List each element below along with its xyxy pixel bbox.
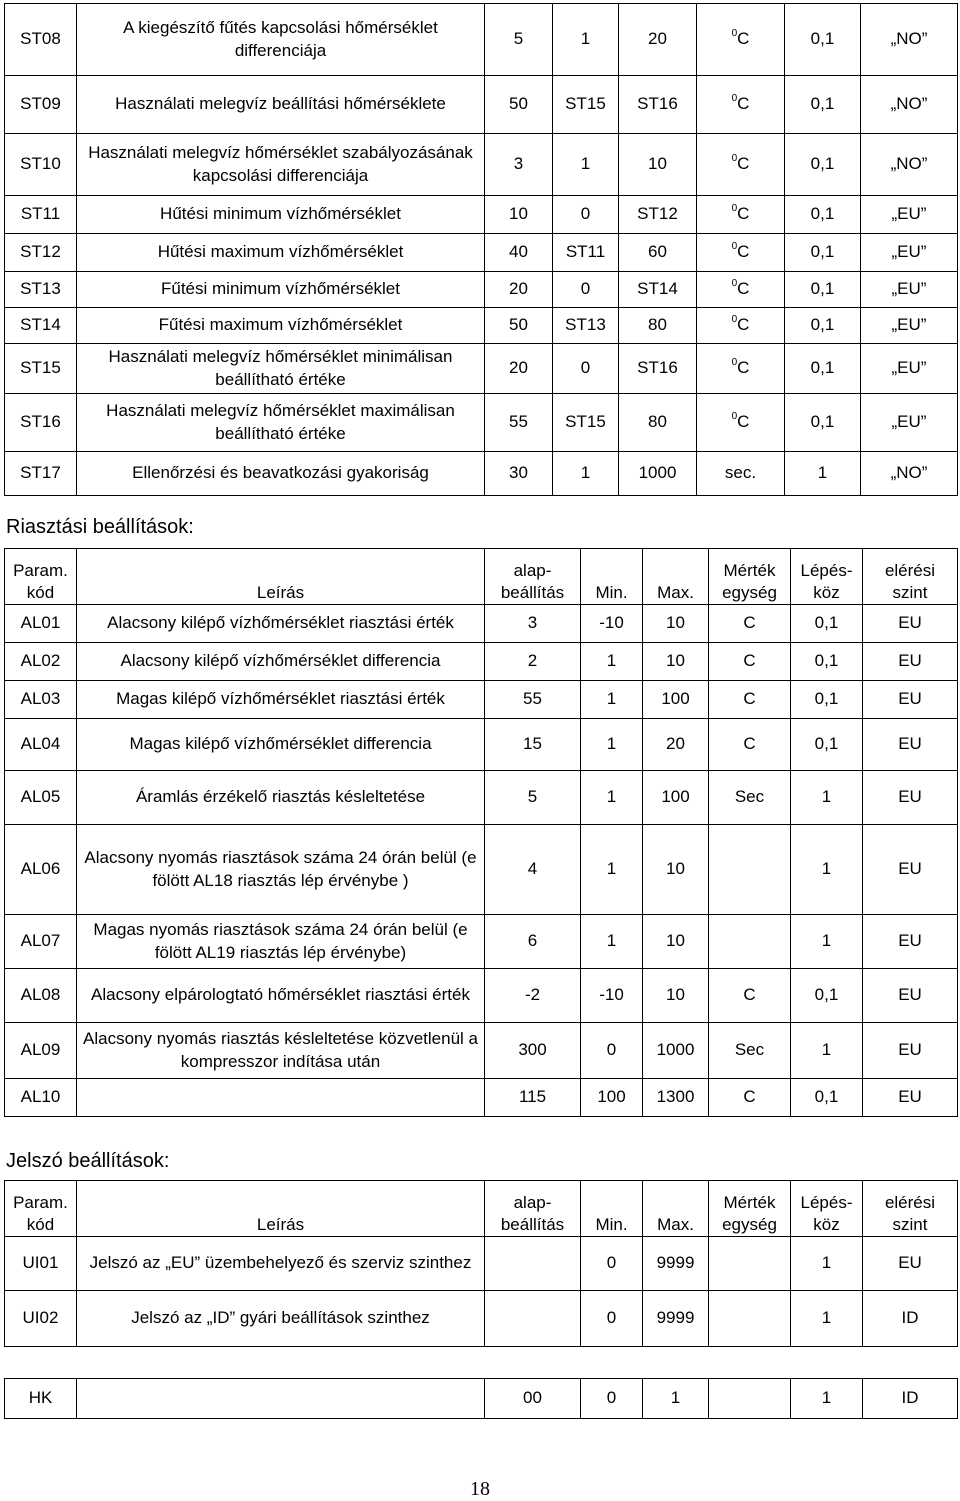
param-access: „NO” bbox=[861, 4, 958, 76]
param-access: ID bbox=[863, 1379, 958, 1419]
header-code bbox=[5, 549, 77, 605]
header-code-line2: kód bbox=[26, 1214, 55, 1234]
param-code: AL04 bbox=[5, 719, 77, 771]
param-access: „EU” bbox=[861, 196, 958, 234]
header-description: Leírás bbox=[77, 549, 485, 605]
param-default: 20 bbox=[485, 272, 553, 308]
header-unit-line1: Mérték bbox=[723, 560, 776, 580]
unit-label: C bbox=[737, 204, 750, 224]
param-default: 00 bbox=[485, 1379, 581, 1419]
header-access-line1: elérési bbox=[884, 1192, 936, 1212]
param-step: 0,1 bbox=[791, 605, 863, 643]
param-default: 3 bbox=[485, 605, 581, 643]
header-default bbox=[485, 549, 581, 605]
param-access: EU bbox=[863, 643, 958, 681]
param-unit: C bbox=[709, 719, 791, 771]
param-access: „NO” bbox=[861, 134, 958, 196]
header-min: Min. bbox=[581, 549, 643, 605]
header-default-line1: alap- bbox=[513, 1192, 552, 1212]
param-description: Áramlás érzékelő riasztás késleltetése bbox=[77, 771, 485, 825]
param-max: 9999 bbox=[643, 1291, 709, 1347]
param-access: „EU” bbox=[861, 394, 958, 452]
param-access: EU bbox=[863, 1023, 958, 1079]
param-max: 100 bbox=[643, 681, 709, 719]
param-max: 10 bbox=[643, 969, 709, 1023]
param-default bbox=[485, 1291, 581, 1347]
header-step-line1: Lépés- bbox=[800, 1192, 853, 1212]
unit-superscript: 0 bbox=[731, 241, 738, 253]
param-access: „EU” bbox=[861, 272, 958, 308]
password-parameter-table bbox=[4, 1180, 958, 1347]
param-code: AL02 bbox=[5, 643, 77, 681]
header-unit-line1: Mérték bbox=[723, 1192, 776, 1212]
param-access: ID bbox=[863, 1291, 958, 1347]
st-table-body bbox=[5, 4, 958, 496]
param-max: 1000 bbox=[643, 1023, 709, 1079]
param-code: AL05 bbox=[5, 771, 77, 825]
param-max: 10 bbox=[643, 915, 709, 969]
param-step: 1 bbox=[791, 1379, 863, 1419]
param-default: 50 bbox=[485, 76, 553, 134]
param-description: Jelszó az „ID” gyári beállítások szinthez bbox=[77, 1291, 485, 1347]
param-step: 0,1 bbox=[785, 4, 861, 76]
header-unit bbox=[709, 1181, 791, 1237]
param-min: 0 bbox=[581, 1379, 643, 1419]
param-min: ST13 bbox=[553, 308, 619, 344]
param-max: 9999 bbox=[643, 1237, 709, 1291]
alarm-settings-title: Riasztási beállítások: bbox=[6, 516, 194, 538]
param-description: Alacsony nyomás riasztások száma 24 órán belül (e fölött AL18 riasztás lép érvénybe ) bbox=[77, 825, 485, 915]
param-step: 0,1 bbox=[791, 1079, 863, 1117]
param-description: Alacsony kilépő vízhőmérséklet riasztási érték bbox=[77, 605, 485, 643]
table-row bbox=[5, 308, 958, 344]
table-row bbox=[5, 915, 958, 969]
table-row bbox=[5, 344, 958, 394]
table-row bbox=[5, 605, 958, 643]
param-min: 1 bbox=[581, 771, 643, 825]
param-default: 300 bbox=[485, 1023, 581, 1079]
param-access: EU bbox=[863, 605, 958, 643]
param-unit bbox=[709, 1379, 791, 1419]
table-row bbox=[5, 771, 958, 825]
param-step: 0,1 bbox=[785, 196, 861, 234]
param-max: ST12 bbox=[619, 196, 697, 234]
param-description: Ellenőrzési és beavatkozási gyakoriság bbox=[77, 452, 485, 496]
header-unit-line2: egység bbox=[722, 582, 777, 602]
table-row bbox=[5, 1079, 958, 1117]
param-min: 1 bbox=[553, 452, 619, 496]
header-max: Max. bbox=[643, 1181, 709, 1237]
unit-superscript: 0 bbox=[731, 314, 738, 326]
param-default: 55 bbox=[485, 394, 553, 452]
param-min: 1 bbox=[581, 643, 643, 681]
param-description: Jelszó az „EU” üzembehelyező és szerviz szinthez bbox=[77, 1237, 485, 1291]
param-max: ST16 bbox=[619, 344, 697, 394]
param-description: Hűtési maximum vízhőmérséklet bbox=[77, 234, 485, 272]
param-default: 55 bbox=[485, 681, 581, 719]
header-max: Max. bbox=[643, 549, 709, 605]
param-step: 0,1 bbox=[785, 344, 861, 394]
param-access: „NO” bbox=[861, 452, 958, 496]
param-unit bbox=[697, 308, 785, 344]
param-max: 10 bbox=[643, 643, 709, 681]
unit-superscript: 0 bbox=[731, 28, 738, 40]
header-step bbox=[791, 549, 863, 605]
param-step: 0,1 bbox=[785, 134, 861, 196]
param-max: 1000 bbox=[619, 452, 697, 496]
param-max: 1 bbox=[643, 1379, 709, 1419]
table-row bbox=[5, 1237, 958, 1291]
param-step: 0,1 bbox=[785, 308, 861, 344]
param-access: EU bbox=[863, 825, 958, 915]
header-step-line2: köz bbox=[813, 1214, 840, 1234]
unit-superscript: 0 bbox=[731, 278, 738, 290]
table-row bbox=[5, 272, 958, 308]
param-step: 0,1 bbox=[791, 969, 863, 1023]
param-description: Használati melegvíz hőmérséklet minimálisan beállítható értéke bbox=[77, 344, 485, 394]
param-step: 1 bbox=[791, 825, 863, 915]
header-code bbox=[5, 1181, 77, 1237]
header-access-line1: elérési bbox=[884, 560, 936, 580]
param-code: UI02 bbox=[5, 1291, 77, 1347]
param-max: 10 bbox=[643, 825, 709, 915]
param-code: AL10 bbox=[5, 1079, 77, 1117]
param-unit bbox=[709, 1291, 791, 1347]
hk-parameter-table bbox=[4, 1378, 958, 1419]
param-default: 5 bbox=[485, 4, 553, 76]
st-parameter-table bbox=[4, 3, 958, 496]
param-description bbox=[77, 1379, 485, 1419]
param-code: AL01 bbox=[5, 605, 77, 643]
param-unit: C bbox=[709, 643, 791, 681]
param-min: 1 bbox=[553, 134, 619, 196]
param-unit bbox=[697, 134, 785, 196]
table-row bbox=[5, 134, 958, 196]
param-code: AL08 bbox=[5, 969, 77, 1023]
param-access: „NO” bbox=[861, 76, 958, 134]
alarm-table-body bbox=[5, 549, 958, 1117]
param-code: UI01 bbox=[5, 1237, 77, 1291]
param-min: 0 bbox=[553, 344, 619, 394]
param-code: ST14 bbox=[5, 308, 77, 344]
param-default: 115 bbox=[485, 1079, 581, 1117]
header-code-line1: Param. bbox=[13, 1192, 68, 1212]
param-default: 5 bbox=[485, 771, 581, 825]
param-default bbox=[485, 1237, 581, 1291]
unit-label: sec. bbox=[724, 463, 757, 483]
param-access: EU bbox=[863, 681, 958, 719]
param-unit bbox=[697, 394, 785, 452]
header-step bbox=[791, 1181, 863, 1237]
param-description: Használati melegvíz beállítási hőmérséklete bbox=[77, 76, 485, 134]
param-unit bbox=[697, 76, 785, 134]
param-unit bbox=[709, 1237, 791, 1291]
param-code: ST11 bbox=[5, 196, 77, 234]
table-row bbox=[5, 1291, 958, 1347]
unit-superscript: 0 bbox=[731, 93, 738, 105]
param-access: EU bbox=[863, 969, 958, 1023]
table-row bbox=[5, 196, 958, 234]
unit-superscript: 0 bbox=[731, 153, 738, 165]
param-unit bbox=[697, 4, 785, 76]
param-code: ST09 bbox=[5, 76, 77, 134]
unit-label: C bbox=[737, 29, 750, 49]
param-max: ST16 bbox=[619, 76, 697, 134]
param-min: -10 bbox=[581, 969, 643, 1023]
unit-label: C bbox=[737, 358, 750, 378]
param-step: 1 bbox=[791, 1023, 863, 1079]
param-min: 0 bbox=[581, 1237, 643, 1291]
param-max: 20 bbox=[643, 719, 709, 771]
table-row bbox=[5, 969, 958, 1023]
param-code: AL03 bbox=[5, 681, 77, 719]
param-step: 0,1 bbox=[785, 76, 861, 134]
param-access: „EU” bbox=[861, 234, 958, 272]
param-description: Fűtési minimum vízhőmérséklet bbox=[77, 272, 485, 308]
table-row bbox=[5, 719, 958, 771]
param-max: 60 bbox=[619, 234, 697, 272]
param-max: 20 bbox=[619, 4, 697, 76]
header-default-line1: alap- bbox=[513, 560, 552, 580]
header-default bbox=[485, 1181, 581, 1237]
unit-label: C bbox=[737, 154, 750, 174]
param-default: 4 bbox=[485, 825, 581, 915]
password-table-body bbox=[5, 1181, 958, 1347]
table-row bbox=[5, 234, 958, 272]
header-unit bbox=[709, 549, 791, 605]
param-min: -10 bbox=[581, 605, 643, 643]
param-code: ST17 bbox=[5, 452, 77, 496]
param-min: 0 bbox=[553, 196, 619, 234]
unit-label: C bbox=[737, 94, 750, 114]
param-default: 2 bbox=[485, 643, 581, 681]
unit-label: C bbox=[737, 279, 750, 299]
header-unit-line2: egység bbox=[722, 1214, 777, 1234]
table-header-row bbox=[5, 549, 958, 605]
param-unit bbox=[709, 825, 791, 915]
param-step: 0,1 bbox=[791, 681, 863, 719]
param-code: AL07 bbox=[5, 915, 77, 969]
param-min: 1 bbox=[553, 4, 619, 76]
param-max: 10 bbox=[619, 134, 697, 196]
param-step: 1 bbox=[791, 771, 863, 825]
param-code: ST13 bbox=[5, 272, 77, 308]
param-access: „EU” bbox=[861, 344, 958, 394]
table-row-hk bbox=[5, 1379, 958, 1419]
param-description: Alacsony elpárologtató hőmérséklet riasztási érték bbox=[77, 969, 485, 1023]
param-step: 1 bbox=[785, 452, 861, 496]
param-default: 3 bbox=[485, 134, 553, 196]
header-default-line2: beállítás bbox=[500, 582, 565, 602]
param-min: ST15 bbox=[553, 394, 619, 452]
param-step: 0,1 bbox=[791, 719, 863, 771]
param-code: ST15 bbox=[5, 344, 77, 394]
param-unit bbox=[697, 344, 785, 394]
param-description: Hűtési minimum vízhőmérséklet bbox=[77, 196, 485, 234]
param-step: 1 bbox=[791, 1237, 863, 1291]
table-row bbox=[5, 681, 958, 719]
param-unit: C bbox=[709, 605, 791, 643]
param-default: 15 bbox=[485, 719, 581, 771]
table-row bbox=[5, 825, 958, 915]
table-header-row bbox=[5, 1181, 958, 1237]
param-access: EU bbox=[863, 915, 958, 969]
password-settings-title: Jelszó beállítások: bbox=[6, 1150, 170, 1172]
param-description: Használati melegvíz hőmérséklet szabályozásának kapcsolási differenciája bbox=[77, 134, 485, 196]
param-description: Magas kilépő vízhőmérséklet riasztási érték bbox=[77, 681, 485, 719]
header-access-line2: szint bbox=[892, 1214, 928, 1234]
header-code-line1: Param. bbox=[13, 560, 68, 580]
param-min: 0 bbox=[581, 1291, 643, 1347]
param-default: 10 bbox=[485, 196, 553, 234]
param-default: 50 bbox=[485, 308, 553, 344]
table-row bbox=[5, 76, 958, 134]
param-access: EU bbox=[863, 719, 958, 771]
param-step: 1 bbox=[791, 915, 863, 969]
param-max: 80 bbox=[619, 394, 697, 452]
param-min: ST11 bbox=[553, 234, 619, 272]
param-unit: Sec bbox=[709, 771, 791, 825]
param-description bbox=[77, 1079, 485, 1117]
param-min: 1 bbox=[581, 681, 643, 719]
param-min: 1 bbox=[581, 825, 643, 915]
param-unit: Sec bbox=[709, 1023, 791, 1079]
param-description: Fűtési maximum vízhőmérséklet bbox=[77, 308, 485, 344]
param-min: 1 bbox=[581, 719, 643, 771]
table-row bbox=[5, 4, 958, 76]
param-step: 0,1 bbox=[791, 643, 863, 681]
param-step: 0,1 bbox=[785, 234, 861, 272]
param-code: HK bbox=[5, 1379, 77, 1419]
param-step: 0,1 bbox=[785, 272, 861, 308]
alarm-parameter-table bbox=[4, 548, 958, 1117]
param-default: 20 bbox=[485, 344, 553, 394]
header-access bbox=[863, 1181, 958, 1237]
param-access: „EU” bbox=[861, 308, 958, 344]
param-unit: C bbox=[709, 1079, 791, 1117]
param-access: EU bbox=[863, 1079, 958, 1117]
param-step: 1 bbox=[791, 1291, 863, 1347]
param-code: AL09 bbox=[5, 1023, 77, 1079]
param-default: -2 bbox=[485, 969, 581, 1023]
param-max: 1300 bbox=[643, 1079, 709, 1117]
param-unit bbox=[697, 234, 785, 272]
param-description: Alacsony kilépő vízhőmérséklet differencia bbox=[77, 643, 485, 681]
header-min: Min. bbox=[581, 1181, 643, 1237]
param-default: 30 bbox=[485, 452, 553, 496]
param-default: 6 bbox=[485, 915, 581, 969]
param-description: A kiegészítő fűtés kapcsolási hőmérséklet differenciája bbox=[77, 4, 485, 76]
unit-superscript: 0 bbox=[731, 357, 738, 369]
param-min: 0 bbox=[581, 1023, 643, 1079]
table-row bbox=[5, 1023, 958, 1079]
param-code: ST08 bbox=[5, 4, 77, 76]
table-row bbox=[5, 452, 958, 496]
param-code: ST10 bbox=[5, 134, 77, 196]
param-min: 0 bbox=[553, 272, 619, 308]
param-description: Magas nyomás riasztások száma 24 órán belül (e fölött AL19 riasztás lép érvénybe) bbox=[77, 915, 485, 969]
param-description: Magas kilépő vízhőmérséklet differencia bbox=[77, 719, 485, 771]
param-access: EU bbox=[863, 771, 958, 825]
param-min: 100 bbox=[581, 1079, 643, 1117]
param-code: ST16 bbox=[5, 394, 77, 452]
param-min: ST15 bbox=[553, 76, 619, 134]
param-default: 40 bbox=[485, 234, 553, 272]
param-access: EU bbox=[863, 1237, 958, 1291]
page-number: 18 bbox=[470, 1478, 490, 1500]
unit-superscript: 0 bbox=[731, 203, 738, 215]
param-unit bbox=[697, 272, 785, 308]
param-max: 80 bbox=[619, 308, 697, 344]
unit-label: C bbox=[737, 242, 750, 262]
param-max: 100 bbox=[643, 771, 709, 825]
header-access-line2: szint bbox=[892, 582, 928, 602]
param-unit: C bbox=[709, 969, 791, 1023]
param-unit bbox=[697, 196, 785, 234]
param-description: Alacsony nyomás riasztás késleltetése közvetlenül a kompresszor indítása után bbox=[77, 1023, 485, 1079]
param-max: ST14 bbox=[619, 272, 697, 308]
param-unit bbox=[709, 915, 791, 969]
header-access bbox=[863, 549, 958, 605]
param-code: ST12 bbox=[5, 234, 77, 272]
header-step-line1: Lépés- bbox=[800, 560, 853, 580]
header-step-line2: köz bbox=[813, 582, 840, 602]
param-min: 1 bbox=[581, 915, 643, 969]
param-step: 0,1 bbox=[785, 394, 861, 452]
header-code-line2: kód bbox=[26, 582, 55, 602]
table-row bbox=[5, 643, 958, 681]
unit-label: C bbox=[737, 315, 750, 335]
unit-label: C bbox=[737, 412, 750, 432]
param-unit bbox=[697, 452, 785, 496]
param-max: 10 bbox=[643, 605, 709, 643]
param-unit: C bbox=[709, 681, 791, 719]
param-description: Használati melegvíz hőmérséklet maximálisan beállítható értéke bbox=[77, 394, 485, 452]
header-description: Leírás bbox=[77, 1181, 485, 1237]
param-code: AL06 bbox=[5, 825, 77, 915]
table-row bbox=[5, 394, 958, 452]
unit-superscript: 0 bbox=[731, 411, 738, 423]
header-default-line2: beállítás bbox=[500, 1214, 565, 1234]
